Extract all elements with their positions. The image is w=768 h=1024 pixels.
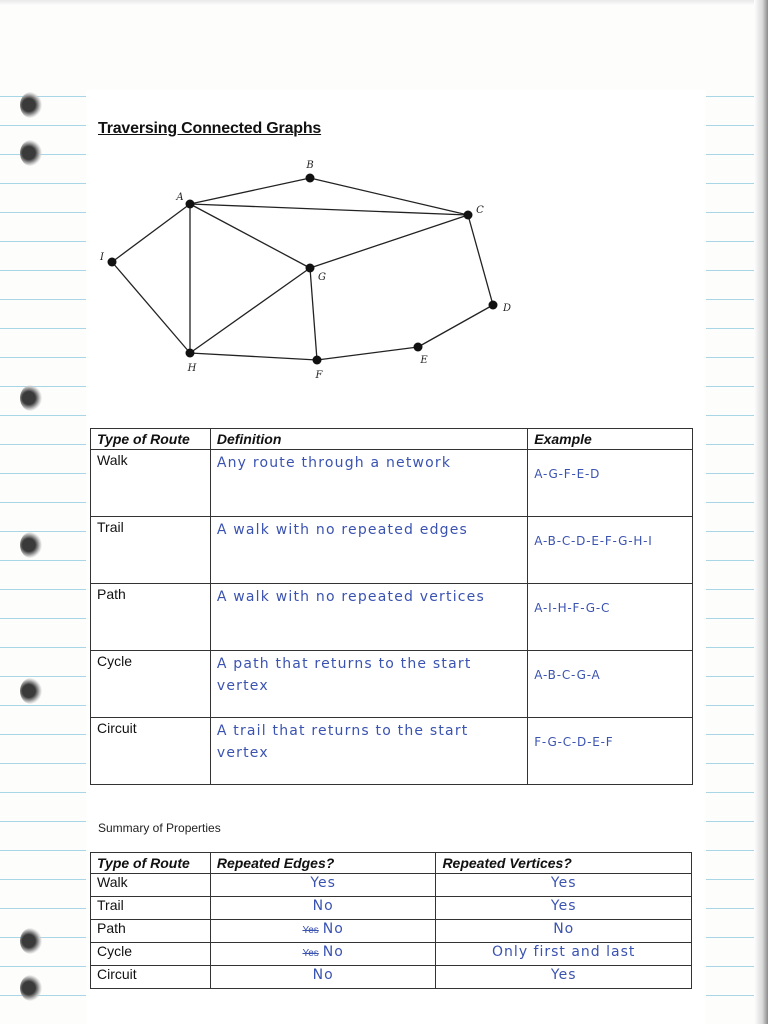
repeated-vertices-answer: No xyxy=(553,921,575,937)
graph-edge-A-B xyxy=(190,178,310,204)
table-row xyxy=(91,897,692,920)
route-type: Circuit xyxy=(91,718,211,785)
graph-edge-E-F xyxy=(317,347,418,360)
repeated-edges-answer: No xyxy=(322,921,344,937)
table-row xyxy=(91,517,693,584)
graph-vertex-C xyxy=(464,211,473,220)
repeated-edges-answer: No xyxy=(322,944,344,960)
repeated-vertices-answer: Yes xyxy=(550,967,577,983)
repeated-edges-answer: No xyxy=(312,967,334,983)
route-example: A-G-F-E-D xyxy=(534,467,601,481)
column-header: Repeated Edges? xyxy=(210,853,436,874)
graph-vertex-G xyxy=(306,264,315,273)
page-right-edge xyxy=(754,0,768,1024)
binder-hole xyxy=(20,678,42,704)
column-header: Type of Route xyxy=(91,429,211,450)
table-header-row xyxy=(91,429,693,450)
graph-vertex-E xyxy=(414,343,423,352)
graph-edge-A-I xyxy=(112,204,190,262)
route-type: Path xyxy=(91,920,211,943)
repeated-vertices-answer: Only first and last xyxy=(492,944,636,960)
graph-edge-G-F xyxy=(310,268,317,360)
graph-vertex-label: E xyxy=(420,355,428,366)
route-example: A-I-H-F-G-C xyxy=(534,601,611,615)
repeated-edges-answer: Yes xyxy=(310,875,336,891)
graph-vertex-B xyxy=(306,174,315,183)
crossed-out-answer: Yes xyxy=(302,925,319,936)
route-type: Circuit xyxy=(91,966,211,989)
route-definition: A walk with no repeated vertices xyxy=(216,589,485,605)
summary-properties-table xyxy=(90,852,692,989)
page-title: Traversing Connected Graphs xyxy=(98,120,322,137)
repeated-vertices-answer: Yes xyxy=(550,875,577,891)
route-definition: A trail that returns to the start vertex xyxy=(216,723,469,761)
graph-vertex-F xyxy=(313,356,322,365)
route-example: A-B-C-G-A xyxy=(534,668,601,682)
route-type: Walk xyxy=(91,874,211,897)
graph-edge-C-D xyxy=(468,215,493,305)
route-definition: A walk with no repeated edges xyxy=(216,522,469,538)
connected-graph xyxy=(90,150,530,390)
graph-vertex-A xyxy=(186,200,195,209)
table-row xyxy=(91,943,692,966)
binder-hole xyxy=(20,385,42,411)
column-header: Repeated Vertices? xyxy=(436,853,692,874)
graph-edge-G-C xyxy=(310,215,468,268)
graph-vertex-label: I xyxy=(100,252,104,263)
repeated-vertices-answer: Yes xyxy=(550,898,577,914)
graph-vertex-D xyxy=(489,301,498,310)
route-example: A-B-C-D-E-F-G-H-I xyxy=(534,534,653,548)
graph-vertex-label: C xyxy=(476,205,484,216)
route-definition: A path that returns to the start vertex xyxy=(216,656,472,694)
table-row xyxy=(91,584,693,651)
table-row xyxy=(91,920,692,943)
table-row xyxy=(91,966,692,989)
graph-vertex-I xyxy=(108,258,117,267)
route-types-table xyxy=(90,428,693,785)
graph-edge-H-F xyxy=(190,353,317,360)
route-type: Cycle xyxy=(91,943,211,966)
summary-label: Summary of Properties xyxy=(98,821,221,835)
graph-edge-H-G xyxy=(190,268,310,353)
table-row xyxy=(91,651,693,718)
graph-vertex-label: D xyxy=(502,303,512,314)
route-type: Trail xyxy=(91,517,211,584)
repeated-edges-answer: No xyxy=(312,898,334,914)
binder-hole xyxy=(20,928,42,954)
graph-edge-A-G xyxy=(190,204,310,268)
table-row xyxy=(91,874,692,897)
route-type: Trail xyxy=(91,897,211,920)
graph-vertex-label: G xyxy=(318,272,326,283)
graph-vertex-label: H xyxy=(187,363,197,374)
column-header: Type of Route xyxy=(91,853,211,874)
binder-hole xyxy=(20,140,42,166)
table-row xyxy=(91,718,693,785)
graph-vertex-label: A xyxy=(176,192,184,203)
column-header: Example xyxy=(528,429,693,450)
route-type: Walk xyxy=(91,450,211,517)
binder-hole xyxy=(20,92,42,118)
graph-edge-D-E xyxy=(418,305,493,347)
table-header-row xyxy=(91,853,692,874)
route-type: Path xyxy=(91,584,211,651)
graph-edge-I-H xyxy=(112,262,190,353)
binder-holes xyxy=(20,0,50,1024)
graph-vertex-H xyxy=(186,349,195,358)
column-header: Definition xyxy=(210,429,527,450)
binder-hole xyxy=(20,975,42,1001)
route-example: F-G-C-D-E-F xyxy=(534,735,614,749)
graph-vertex-label: F xyxy=(315,370,323,381)
crossed-out-answer: Yes xyxy=(302,948,319,959)
page-top-edge xyxy=(0,0,768,6)
binder-hole xyxy=(20,532,42,558)
route-type: Cycle xyxy=(91,651,211,718)
table-row xyxy=(91,450,693,517)
graph-vertex-label: B xyxy=(306,160,314,171)
route-definition: Any route through a network xyxy=(216,455,452,471)
